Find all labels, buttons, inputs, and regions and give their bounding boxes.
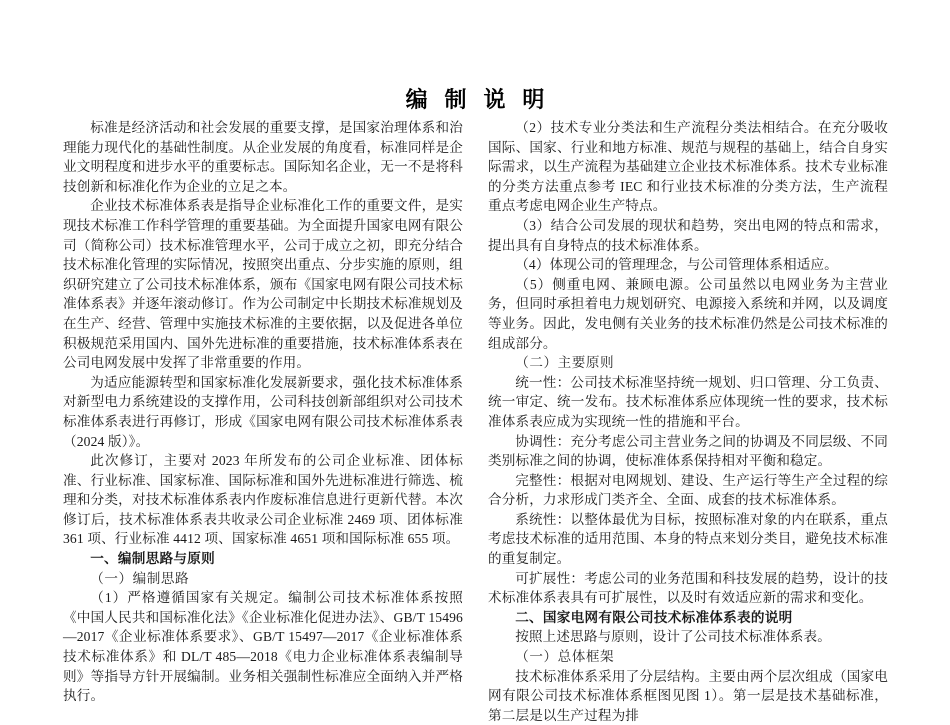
subsection-heading: （一）总体框架	[515, 649, 615, 665]
page-title: 编 制 说 明	[405, 86, 551, 112]
paragraph: 技术标准体系采用了分层结构。主要由两个层次组成（国家电网有限公司技术标准体系框图见图 1）。第一层是技术基础标准，第二层是以生产过程为排	[488, 668, 888, 723]
paragraph: 此次修订，主要对 2023 年所发布的公司企业标准、团体标准、行业标准、国家标准、国际标准和国外先进标准进行筛选、梳理和分类，对技术标准体系表内作废标准信息进行更新代替。本次修订后，技术标准体系表共收录公司企业标准 2469 项、团体标准 361 项、行业标准 4412 项、国家标准 4651 项和国际标准 655 项。	[63, 453, 463, 547]
paragraph: 统一性：公司技术标准坚持统一规划、归口管理、分工负责、统一审定、统一发布。技术标准体系应体现统一性的要求，技术标准体系表应成为实现统一性的措施和平台。	[488, 374, 888, 429]
paragraph: 标准是经济活动和社会发展的重要支撑，是国家治理体系和治理能力现代化的基础性制度。从企业发展的角度看，标准同样是企业文明程度和进步水平的重要标志。国际知名企业，无一不是将科技创新和标准化作为企业的立足之本。	[63, 120, 463, 194]
paragraph: 企业技术标准体系表是指导企业标准化工作的重要文件，是实现技术标准工作科学管理的重要基础。为全面提升国家电网有限公司（简称公司）技术标准管理水平，公司于成立之初，即充分结合技术标准化管理的实际情况，按照突出重点、分步实施的原则，组织研究建立了公司技术标准体系，颁布《国家电网有限公司技术标准体系表》并逐年滚动修订。作为公司制定中长期技术标准规划及在生产、经营、管理中实施技术标准的主要依据，以及促进各单位积极规范采用国内、国外先进标准的重要措施，技术标准体系表在公司电网发展中发挥了非常重要的作用。	[63, 198, 463, 371]
paragraph: 系统性：以整体最优为目标，按照标准对象的内在联系，重点考虑技术标准的适用范围、本身的特点来划分类目，避免技术标准的重复制定。	[488, 511, 888, 567]
section-heading: 一、编制思路与原则	[90, 551, 215, 567]
right-column	[488, 118, 888, 723]
paragraph: （5）侧重电网、兼顾电源。公司虽然以电网业务为主营业务，但同时承担着电力规划研究、电源接入系统和并网，以及调度等业务。因此，发电侧有关业务的技术标准仍然是公司技术标准的组成部分。	[488, 276, 888, 351]
left-column	[63, 118, 463, 704]
paragraph: （3）结合公司发展的现状和趋势，突出电网的特点和需求，提出具有自身特点的技术标准体系。	[488, 217, 888, 253]
paragraph: 完整性：根据对电网规划、建设、生产运行等生产全过程的综合分析，力求形成门类齐全、全面、成套的技术标准体系。	[488, 472, 888, 508]
paragraph: （4）体现公司的管理理念，与公司管理体系相适应。	[515, 257, 838, 273]
paragraph: 为适应能源转型和国家标准化发展新要求，强化技术标准体系对新型电力系统建设的支撑作用，公司科技创新部组织对公司技术标准体系表进行再修订，形成《国家电网有限公司技术标准体系表（2024 版）》。	[63, 374, 463, 449]
two-column-body	[63, 118, 888, 723]
paragraph: 按照上述思路与原则，设计了公司技术标准体系表。	[515, 629, 831, 645]
section-heading: 二、国家电网有限公司技术标准体系表的说明	[515, 609, 793, 625]
subsection-heading: （二）主要原则	[515, 355, 615, 371]
paragraph: 协调性：充分考虑公司主营业务之间的协调及不同层级、不同类别标准之间的协调，使标准体系保持相对平衡和稳定。	[488, 433, 888, 469]
paragraph: （2）技术专业分类法和生产流程分类法相结合。在充分吸收国际、国家、行业和地方标准、规范与规程的基础上，结合自身实际需求，以生产流程为基础建立企业技术标准体系。技术专业标准的分类方法重点参考 IEC 和行业技术标准的分类方法，生产流程重点考虑电网企业生产特点。	[488, 120, 888, 214]
subsection-heading: （一）编制思路	[90, 570, 190, 586]
paragraph: （1）严格遵循国家有关规定。编制公司技术标准体系按照《中国人民共和国标准化法》《企业标准化促进办法》、GB/T 15496—2017《企业标准体系要求》、GB/T 15497—2017《企业标准体系 技术标准体系》和 DL/T 485—2018《电力企业标准体系表编制导则》等指导方针开展编制。业务相关强制性标准应全面纳入并严格执行。	[63, 590, 463, 704]
paragraph: 可扩展性：考虑公司的业务范围和科技发展的趋势，设计的技术标准体系表具有可扩展性，以及时有效适应新的需求和变化。	[488, 570, 888, 606]
